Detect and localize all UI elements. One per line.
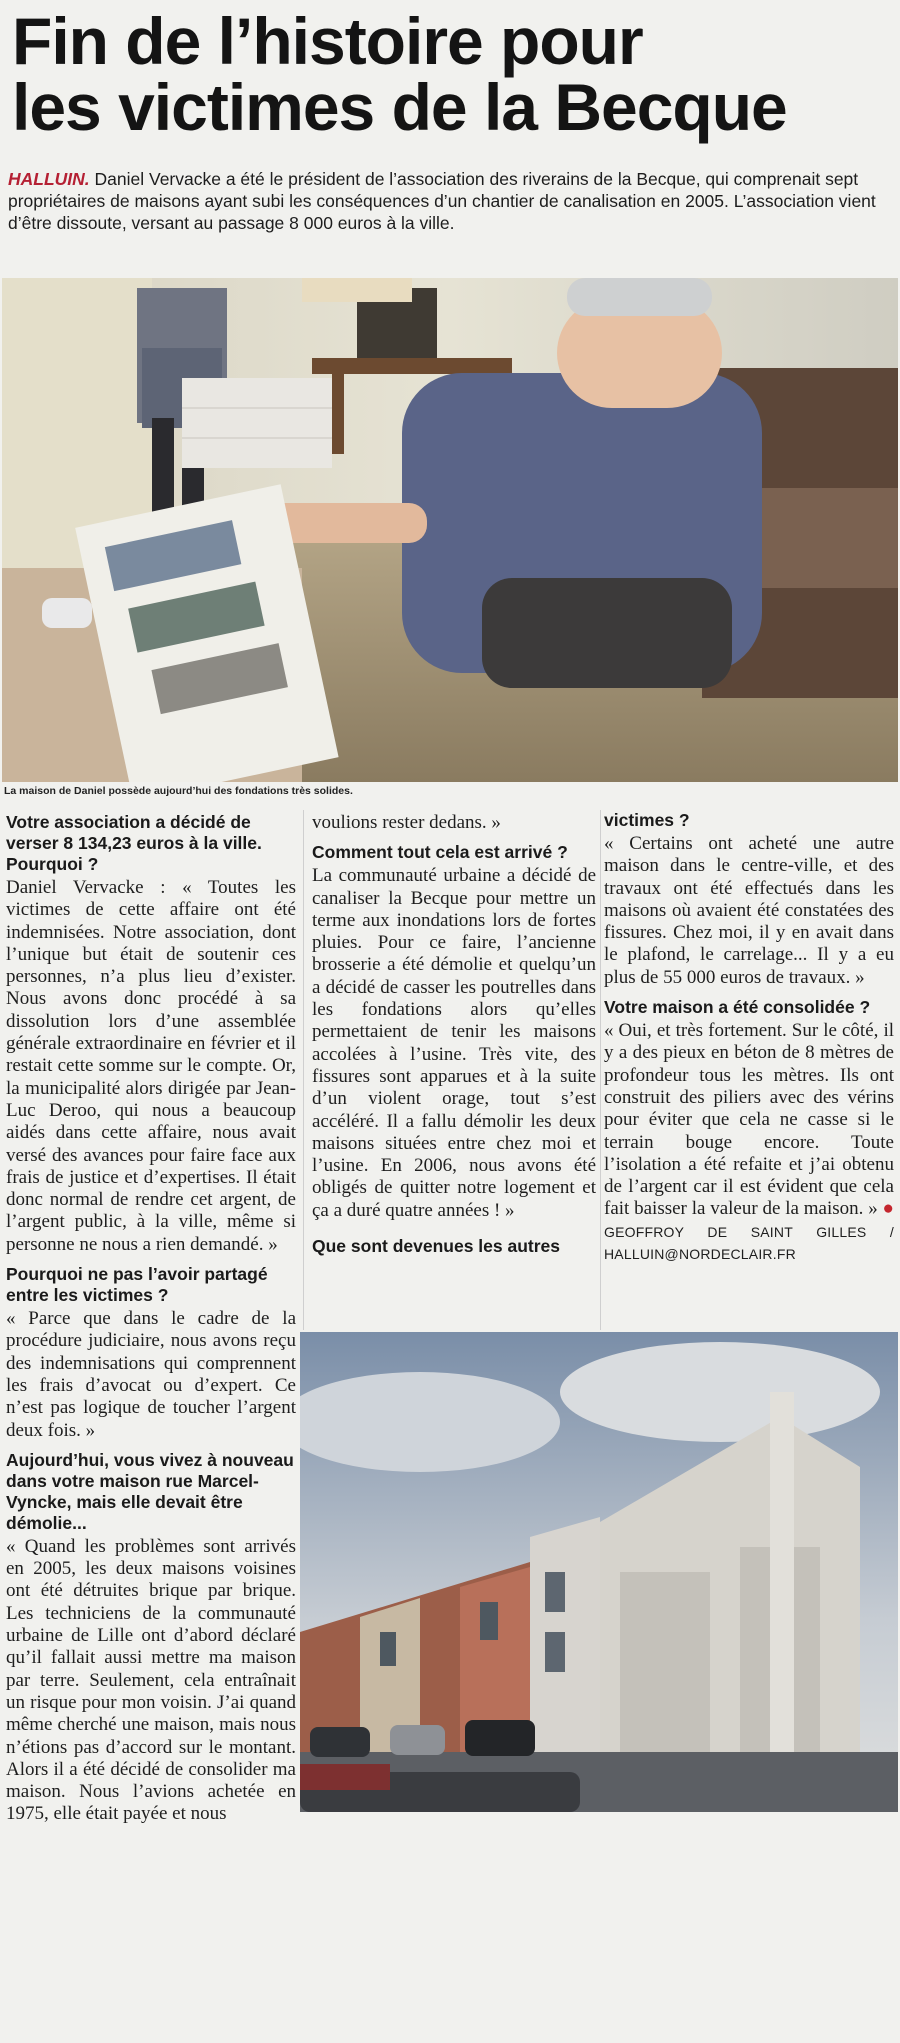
photo-street — [300, 1332, 898, 1812]
article-column-2 — [312, 812, 596, 1259]
intro-paragraph — [8, 168, 892, 234]
headline-line-1: Fin de l’histoire pour — [12, 4, 643, 78]
answer-6-text: « Oui, et très fortement. Sur le côté, il y a des pieux en béton de 8 mètres de profondeur tous les mètres. Ils ont construit des piliers avec des vérins pour éviter que cela ne casse si le terrain bouge encore. Toute l’isolation a été refaite et j’ai obtenu de l’argent car il est évident que cela fait baisser la valeur de la maison. » — [604, 1020, 894, 1220]
answer-5: « Certains ont acheté une autre maison dans le centre-ville, et des travaux ont été effectués dans les maisons où avaient été constatées des fissures. Chez moi, il y en avait dans le plafond, le carrelage... Il y a eu plus de 55 000 euros de travaux. » — [604, 833, 894, 988]
answer-4: La communauté urbaine a décidé de canaliser la Becque pour mettre un terme aux inondations lors de fortes pluies. Pour ce faire, l’ancienne brosserie a été démolie et quelqu’un a décidé de casser les poutrelles dans les fondations alors qu’elles permettaient de tenir les maisons accolées à l’usine. Très vite, des fissures sont apparues et à la suite d’un violent orage, tout s’est accéléré. Il a fallu démolir les deux maisons situées entre chez moi et l’usine. En 2006, nous avons été obligés de quitter notre logement et ça a duré quatre années ! » — [312, 865, 596, 1221]
article-column-1 — [6, 812, 296, 1832]
answer-3-continued: voulions rester dedans. » — [312, 812, 501, 833]
signature: GEOFFROY DE SAINT GILLES / HALLUIN@NORDECLAIR.FR — [604, 1223, 894, 1263]
question-4: Comment tout cela est arrivé ? — [312, 842, 568, 863]
column-divider-1 — [303, 810, 304, 1330]
column-divider-2 — [600, 810, 601, 1330]
question-5: Que sont devenues les autres — [312, 1236, 561, 1257]
question-1: Votre association a décidé de verser 8 134,23 euros à la ville. Pourquoi ? — [6, 812, 262, 874]
intro-text: Daniel Vervacke a été le président de l’association des riverains de la Becque, qui comprenait sept propriétaires de maisons ayant subi les conséquences d’un chantier de canalisation en 2005. L’association vient d’être dissoute, versant au passage 8 000 euros à la ville. — [8, 169, 876, 233]
question-2: Pourquoi ne pas l’avoir partagé entre les victimes ? — [6, 1264, 268, 1306]
intro-kicker: HALLUIN. — [8, 169, 90, 189]
question-6: Votre maison a été consolidée ? — [604, 997, 871, 1018]
question-3: Aujourd’hui, vous vivez à nouveau dans votre maison rue Marcel-Vyncke, mais elle devait être démolie... — [6, 1449, 294, 1533]
photo-interview-illustration — [2, 278, 898, 782]
photo-interview — [2, 278, 898, 782]
bullet-icon: ● — [882, 1198, 894, 1220]
answer-2: « Parce que dans le cadre de la procédure judiciaire, nous avons reçu des indemnisations qui comprennent les frais d’avocat ou d’expert. Ce n’est pas logique de toucher l’argent deux fois. » — [6, 1308, 296, 1441]
headline-line-2: les victimes de la Becque — [12, 70, 787, 144]
article-column-3 — [604, 810, 894, 1271]
photo-caption: La maison de Daniel possède aujourd’hui des fondations très solides. — [4, 785, 353, 797]
answer-3: « Quand les problèmes sont arrivés en 2005, les deux maisons voisines ont été détruites brique par brique. Les techniciens de la communauté urbaine de Lille ont d’abord déclaré qu’il fallait aussi mettre ma maison par terre. Seulement, cela entraînait un risque pour mon voisin. J’ai quand même cherché une maison, mais nous n’étions pas d’accord sur le montant. Alors il a été décidé de consolider ma maison. Nous l’avions achetée en 1975, elle était payée et nous — [6, 1535, 296, 1825]
headline — [12, 4, 888, 144]
answer-6 — [604, 1020, 894, 1265]
question-5-continued: victimes ? — [604, 810, 690, 830]
answer-1: Daniel Vervacke : « Toutes les victimes de cette affaire ont été indemnisées. Notre association, dont l’unique but était de soutenir ces personnes, n’a plus lieu d’exister. Nous avons donc procédé à sa dissolution lors d’une assemblée générale extraordinaire en février et il restait cette somme sur le compte. Or, la municipalité alors dirigée par Jean-Luc Deroo, qui nous a beaucoup aidés dans cette affaire, nous avait versé des avances pour faire face aux frais de justice et d’expertises. Il était donc normal de rendre cet argent, de l’argent public, à la ville, même si personne ne nous a rien demandé. » — [6, 877, 296, 1255]
photo-street-illustration — [300, 1332, 898, 1812]
